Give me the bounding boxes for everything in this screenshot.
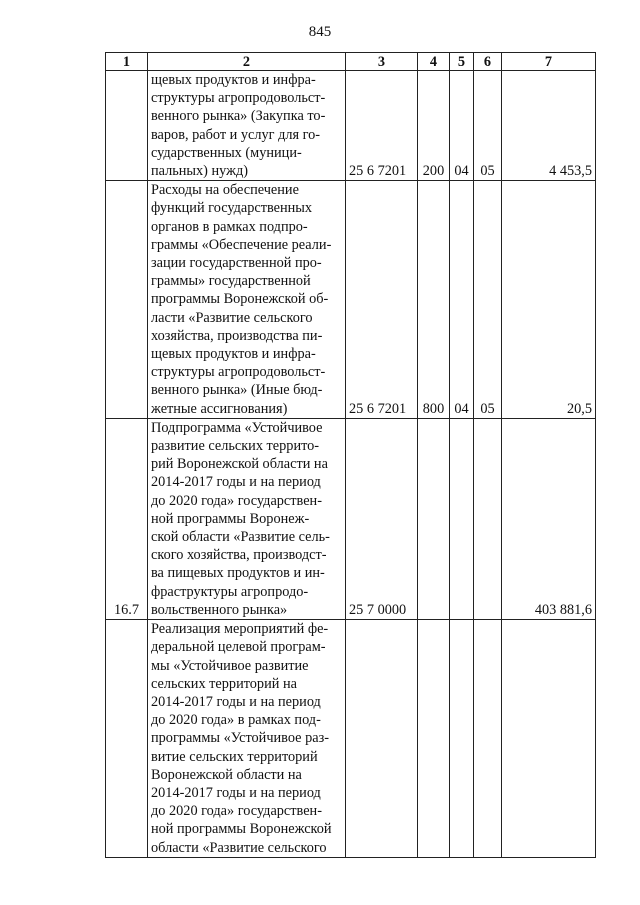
section-cell: 04 bbox=[450, 71, 474, 181]
name-line: зации государственной про- bbox=[151, 255, 322, 272]
expense-type-cell: 800 bbox=[418, 181, 450, 419]
name-line: деральной целевой програм- bbox=[151, 639, 326, 656]
name-line: до 2020 года» государствен- bbox=[151, 803, 322, 820]
name-line: щевых продуктов и инфра- bbox=[151, 346, 316, 363]
target-code-cell: 25 6 7201 bbox=[346, 71, 418, 181]
expense-type-cell bbox=[418, 620, 450, 858]
name-line: Подпрограмма «Устойчивое bbox=[151, 419, 323, 436]
row-name-cell bbox=[148, 418, 346, 619]
budget-table bbox=[105, 52, 596, 858]
amount-cell: 4 453,5 bbox=[502, 71, 596, 181]
subsection-cell: 05 bbox=[474, 181, 502, 419]
section-cell bbox=[450, 418, 474, 619]
name-line: ласти «Развитие сельского bbox=[151, 309, 313, 326]
name-line: рий Воронежской области на bbox=[151, 456, 328, 473]
row-number-cell: 16.7 bbox=[106, 418, 148, 619]
amount-cell bbox=[502, 620, 596, 858]
name-line: структуры агропродовольст- bbox=[151, 364, 326, 381]
subsection-cell bbox=[474, 418, 502, 619]
name-line: органов в рамках подпро- bbox=[151, 218, 308, 235]
name-line: вольственного рынка» bbox=[151, 601, 288, 618]
table-row bbox=[106, 181, 596, 419]
target-code-cell: 25 6 7201 bbox=[346, 181, 418, 419]
header-row bbox=[106, 53, 596, 71]
row-name-cell bbox=[148, 71, 346, 181]
name-line: пальных) нужд) bbox=[151, 163, 249, 180]
expense-type-cell: 200 bbox=[418, 71, 450, 181]
row-number-cell bbox=[106, 71, 148, 181]
name-line: ной программы Воронеж- bbox=[151, 510, 310, 527]
section-cell bbox=[450, 620, 474, 858]
name-line: сельских территорий на bbox=[151, 675, 297, 692]
page-number: 845 bbox=[308, 24, 332, 40]
column-header: 6 bbox=[474, 53, 502, 71]
name-line: области «Развитие сельского bbox=[151, 839, 327, 856]
name-line: венного рынка» (Закупка то- bbox=[151, 108, 326, 125]
name-line: венного рынка» (Иные бюд- bbox=[151, 382, 323, 399]
table-row bbox=[106, 620, 596, 858]
column-header: 3 bbox=[346, 53, 418, 71]
subsection-cell bbox=[474, 620, 502, 858]
column-header: 7 bbox=[502, 53, 596, 71]
name-line: сударственных (муници- bbox=[151, 144, 302, 161]
column-header: 1 bbox=[106, 53, 148, 71]
row-number-cell bbox=[106, 620, 148, 858]
name-line: 2014-2017 годы и на период bbox=[151, 693, 321, 710]
column-header: 4 bbox=[418, 53, 450, 71]
name-line: ской области «Развитие сель- bbox=[151, 529, 330, 546]
section-cell: 04 bbox=[450, 181, 474, 419]
name-line: 2014-2017 годы и на период bbox=[151, 474, 321, 491]
name-line: структуры агропродовольст- bbox=[151, 90, 326, 107]
name-line: хозяйства, производства пи- bbox=[151, 327, 323, 344]
row-name-cell bbox=[148, 620, 346, 858]
name-line: до 2020 года» государствен- bbox=[151, 492, 322, 509]
name-line: граммы» государственной bbox=[151, 273, 311, 290]
name-line: фраструктуры агропродо- bbox=[151, 583, 309, 600]
amount-cell: 403 881,6 bbox=[502, 418, 596, 619]
name-line: Расходы на обеспечение bbox=[151, 182, 299, 199]
name-line: витие сельских территорий bbox=[151, 748, 318, 765]
name-line: жетные ассигнования) bbox=[151, 400, 288, 417]
subsection-cell: 05 bbox=[474, 71, 502, 181]
name-line: Воронежской области на bbox=[151, 766, 302, 783]
name-line: программы «Устойчивое раз- bbox=[151, 730, 329, 747]
table-row bbox=[106, 418, 596, 619]
column-header: 2 bbox=[148, 53, 346, 71]
name-line: ной программы Воронежской bbox=[151, 821, 332, 838]
target-code-cell bbox=[346, 620, 418, 858]
name-line: ва пищевых продуктов и ин- bbox=[151, 565, 325, 582]
table-row bbox=[106, 71, 596, 181]
row-number-cell bbox=[106, 181, 148, 419]
name-line: Реализация мероприятий фе- bbox=[151, 621, 329, 638]
column-header: 5 bbox=[450, 53, 474, 71]
name-line: развитие сельских террито- bbox=[151, 438, 320, 455]
name-line: щевых продуктов и инфра- bbox=[151, 72, 316, 88]
name-line: 2014-2017 годы и на период bbox=[151, 784, 321, 801]
name-line: до 2020 года» в рамках под- bbox=[151, 712, 321, 729]
target-code-cell: 25 7 0000 bbox=[346, 418, 418, 619]
name-line: варов, работ и услуг для го- bbox=[151, 126, 321, 143]
name-line: мы «Устойчивое развитие bbox=[151, 657, 309, 674]
name-line: функций государственных bbox=[151, 200, 313, 217]
name-line: программы Воронежской об- bbox=[151, 291, 329, 308]
expense-type-cell bbox=[418, 418, 450, 619]
name-line: граммы «Обеспечение реали- bbox=[151, 236, 332, 253]
amount-cell: 20,5 bbox=[502, 181, 596, 419]
row-name-cell bbox=[148, 181, 346, 419]
name-line: ского хозяйства, производст- bbox=[151, 547, 327, 564]
